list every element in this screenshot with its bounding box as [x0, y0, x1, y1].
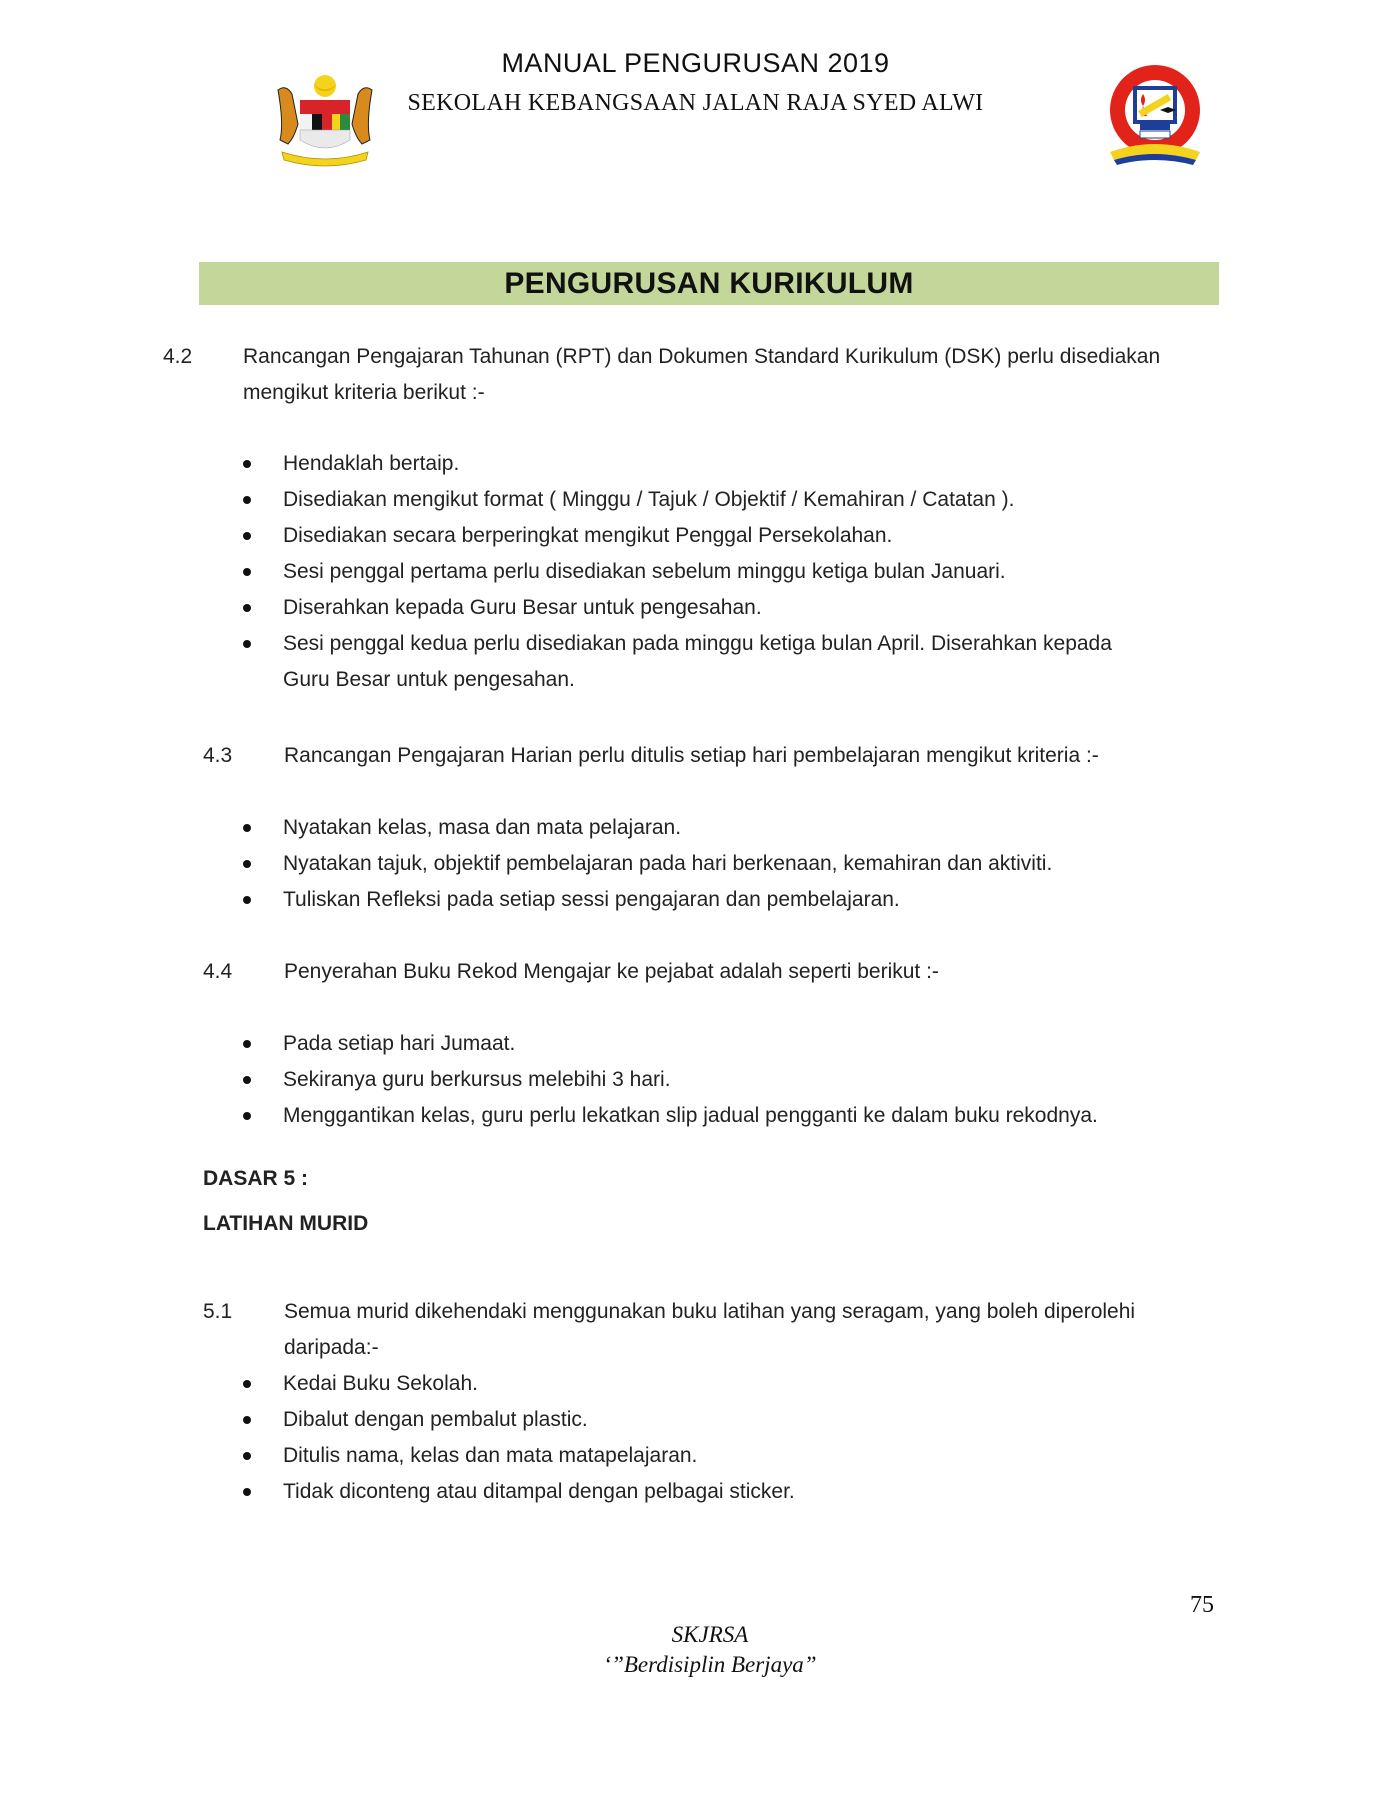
bullet-icon	[243, 860, 251, 868]
item-number-4-3: 4.3	[203, 744, 233, 767]
item-number-4-2: 4.2	[163, 345, 193, 368]
list-item-text: Sesi penggal kedua perlu disediakan pada minggu ketiga bulan April. Diserahkan kepada	[283, 632, 1112, 655]
bullet-icon	[243, 1380, 251, 1388]
list-item-text: Nyatakan tajuk, objektif pembelajaran pada hari berkenaan, kemahiran dan aktiviti.	[283, 852, 1053, 875]
footer-school-abbrev: SKJRSA	[671, 1622, 749, 1647]
list-item	[243, 590, 1112, 626]
list-item-text: Guru Besar untuk pengesahan.	[283, 668, 575, 691]
list-item-text: Menggantikan kelas, guru perlu lekatkan slip jadual pengganti ke dalam buku rekodnya.	[283, 1104, 1098, 1127]
item-number-4-4: 4.4	[203, 960, 233, 983]
list-item	[243, 882, 1052, 918]
footer-motto: ‘”Berdisiplin Berjaya”	[603, 1652, 817, 1677]
list-item-text: Kedai Buku Sekolah.	[283, 1372, 478, 1395]
item-number-5-1: 5.1	[203, 1300, 233, 1323]
list-item	[243, 1474, 795, 1510]
list-item	[243, 482, 1112, 518]
item-5-1-bullet-list	[243, 1366, 795, 1510]
bullet-icon	[243, 824, 251, 832]
dasar-title: LATIHAN MURID	[203, 1212, 369, 1235]
list-item	[243, 1026, 1098, 1062]
list-item	[243, 626, 1112, 662]
school-name: SEKOLAH KEBANGSAAN JALAN RAJA SYED ALWI	[407, 90, 984, 116]
item-4-2-text-line2: mengikut kriteria berikut :-	[243, 381, 485, 404]
bullet-icon	[243, 1488, 251, 1496]
list-item-text: Sekiranya guru berkursus melebihi 3 hari.	[283, 1068, 671, 1091]
bullet-icon	[243, 1076, 251, 1084]
list-item-text: Tidak diconteng atau ditampal dengan pelbagai sticker.	[283, 1480, 795, 1503]
list-item	[243, 810, 1052, 846]
bullet-icon	[243, 496, 251, 504]
list-item-text: Sesi penggal pertama perlu disediakan sebelum minggu ketiga bulan Januari.	[283, 560, 1006, 583]
list-item-text: Hendaklah bertaip.	[283, 452, 460, 475]
section-title-bar	[199, 262, 1219, 305]
list-item	[243, 1438, 795, 1474]
page-number: 75	[1190, 1592, 1214, 1618]
bullet-icon	[243, 640, 251, 648]
list-item-text: Tuliskan Refleksi pada setiap sessi pengajaran dan pembelajaran.	[283, 888, 900, 911]
list-item-text: Diserahkan kepada Guru Besar untuk pengesahan.	[283, 596, 762, 619]
bullet-icon	[243, 604, 251, 612]
dasar-label: DASAR 5 :	[203, 1167, 309, 1190]
section-title: PENGURUSAN KURIKULUM	[504, 266, 914, 300]
list-item	[243, 518, 1112, 554]
item-4-4-bullet-list	[243, 1026, 1098, 1134]
list-item-text: Disediakan secara berperingkat mengikut Penggal Persekolahan.	[283, 524, 893, 547]
malaysia-coat-of-arms-logo	[270, 70, 380, 170]
item-5-1-text-line1: Semua murid dikehendaki menggunakan buku latihan yang seragam, yang boleh diperolehi	[284, 1300, 1136, 1323]
list-item	[243, 554, 1112, 590]
item-5-1-text-line2: daripada:-	[284, 1336, 379, 1359]
document-title: MANUAL PENGURUSAN 2019	[501, 48, 890, 78]
item-4-3-bullet-list	[243, 810, 1052, 918]
list-item-continuation	[243, 662, 1112, 698]
list-item	[243, 1098, 1098, 1134]
list-item-text: Dibalut dengan pembalut plastic.	[283, 1408, 588, 1431]
list-item	[243, 446, 1112, 482]
item-4-2-text-line1: Rancangan Pengajaran Tahunan (RPT) dan Dokumen Standard Kurikulum (DSK) perlu disediakan	[243, 345, 1161, 368]
school-crest-logo	[1100, 62, 1210, 167]
list-item-text: Disediakan mengikut format ( Minggu / Tajuk / Objektif / Kemahiran / Catatan ).	[283, 488, 1015, 511]
list-item-text: Nyatakan kelas, masa dan mata pelajaran.	[283, 816, 682, 839]
list-item	[243, 1062, 1098, 1098]
bullet-icon	[243, 896, 251, 904]
list-item-text: Ditulis nama, kelas dan mata matapelajaran.	[283, 1444, 698, 1467]
bullet-icon	[243, 1452, 251, 1460]
item-4-3-text: Rancangan Pengajaran Harian perlu ditulis setiap hari pembelajaran mengikut kriteria :-	[284, 744, 1099, 767]
bullet-icon	[243, 568, 251, 576]
bullet-icon	[243, 1416, 251, 1424]
list-item	[243, 1366, 795, 1402]
bullet-icon	[243, 532, 251, 540]
bullet-icon	[243, 1040, 251, 1048]
list-item	[243, 1402, 795, 1438]
item-4-2-bullet-list	[243, 446, 1112, 698]
list-item-text: Pada setiap hari Jumaat.	[283, 1032, 516, 1055]
bullet-icon	[243, 460, 251, 468]
bullet-icon	[243, 1112, 251, 1120]
item-4-4-text: Penyerahan Buku Rekod Mengajar ke pejabat adalah seperti berikut :-	[284, 960, 939, 983]
list-item	[243, 846, 1052, 882]
